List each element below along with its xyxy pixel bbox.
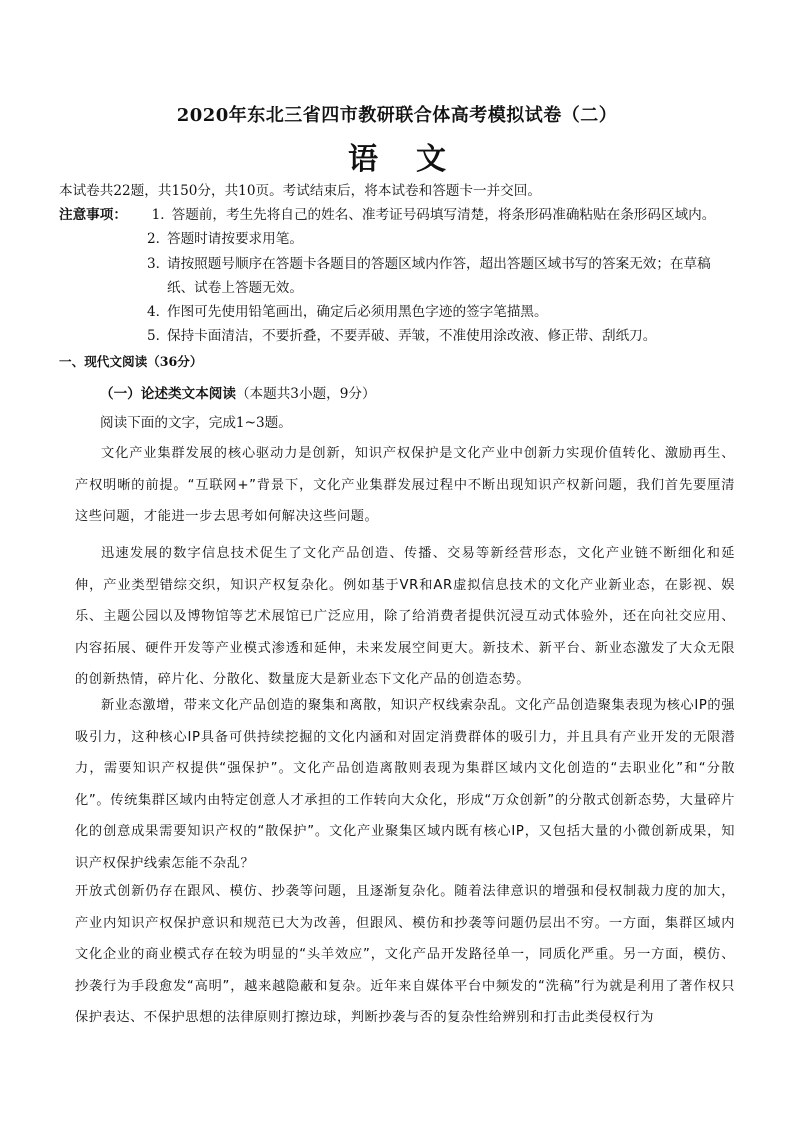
exam-intro: 本试卷共22题，共150分，共10页。考试结束后，将本试卷和答题卡一并交回。 xyxy=(59,183,541,199)
section-heading: 一、现代文阅读（36分） xyxy=(59,354,203,369)
note-number: 2． xyxy=(147,231,170,247)
note-text: 答题前，考生先将自己的姓名、准考证号码填写清楚，将条形码准确粘贴在条形码区域内。 xyxy=(171,207,716,223)
sub-section-heading xyxy=(100,383,376,405)
notes-row-3 xyxy=(147,253,711,275)
notes-label: 注意事项： xyxy=(59,207,127,223)
notes-row-3-cont: 纸、试卷上答题无效。 xyxy=(167,280,303,296)
note-text: 保持卡面清洁，不要折叠，不要弄破、弄皱，不准使用涂改液、修正带、刮纸刀。 xyxy=(167,328,657,344)
notes-row-4 xyxy=(147,301,548,323)
note-text: 请按照题号顺序在答题卡各题目的答题区域内作答，超出答题区域书写的答案无效；在草稿 xyxy=(167,256,711,272)
article-paragraph-3: 新业态激增，带来文化产品创造的聚集和离散，知识产权线索杂乱。文化产品创造聚集表现为核心IP的强吸引力，这种核心IP具备可供持续挖掘的文化内涵和对固定消费群体的吸引力，并且具有产业开发的无限潜力，需要知识产权提供“强保护”。文化产品创造离散则表现为集群区域内文化创造的“去职业化”和“分散化”。传统集群区域内由特定创意人才承担的工作转向大众化，形成“万众创新”的分散式创新态势，大量碎片化的创意成果需要知识产权的“散保护”。文化产业聚集区域内既有核心IP，又包括大量的小微创新成果，知识产权保护线索怎能不杂乱？ xyxy=(75,698,735,871)
note-number: 4． xyxy=(147,304,170,320)
article-paragraph-4: 开放式创新仍存在跟风、模仿、抄袭等问题，且逐渐复杂化。随着法律意识的增强和侵权制裁力度的加大，产业内知识产权保护意识和规范已大为改善，但跟风、模仿和抄袭等问题仍层出不穷。一方面，集群区域内文化企业的商业模式存在较为明显的“头羊效应”，文化产品开发路径单一，同质化严重。另一方面，模仿、抄袭行为手段愈发“高明”，越来越隐蔽和复杂。近年来自媒体平台中频发的“洗稿”行为就是利用了著作权只保护表达、不保护思想的法律原则打擦边球，判断抄袭与否的复杂性给辨别和打击此类侵权行为 xyxy=(75,884,735,1025)
article-paragraph-2: 迅速发展的数字信息技术促生了文化产品创造、传播、交易等新经营形态，文化产业链不断细化和延伸，产业类型错综交织，知识产权复杂化。例如基于VR和AR虚拟信息技术的文化产业新业态，在影视、娱乐、主题公园以及博物馆等艺术展馆已广泛应用，除了给消费者提供沉浸互动式体验外，还在向社交应用、内容拓展、硬件开发等产业模式渗透和延伸，未来发展空间更大。新技术、新平台、新业态激发了大众无限的创新热情，碎片化、分散化、数量庞大是新业态下文化产品的创造态势。 xyxy=(75,546,735,687)
note-text: 作图可先使用铅笔画出，确定后必须用黑色字迹的签字笔描黑。 xyxy=(167,304,548,320)
notes-row-5 xyxy=(147,325,656,347)
note-number: 1． xyxy=(151,207,174,223)
note-text: 答题时请按要求用笔。 xyxy=(167,231,303,247)
subject-title: 语文 xyxy=(348,142,484,177)
note-number: 3． xyxy=(147,256,170,272)
article-paragraph-1: 文化产业集群发展的核心驱动力是创新，知识产权保护是文化产业中创新力实现价值转化、激励再生、产权明晰的前提。“互联网+”背景下，文化产业集群发展过程中不断出现知识产权新问题，我们首先要厘清这些问题，才能进一步去思考如何解决这些问题。 xyxy=(75,446,735,524)
notes-row-2 xyxy=(147,228,303,250)
reading-instruction: 阅读下面的文字，完成1~3题。 xyxy=(100,415,292,431)
note-number: 5． xyxy=(147,328,170,344)
notes-row-1 xyxy=(59,204,715,226)
sub-section-title: （一）论述类文本阅读 xyxy=(100,386,236,402)
exam-title: 2020年东北三省四市教研联合体高考模拟试卷（二） xyxy=(176,105,618,126)
sub-section-note: （本题共3小题，9分） xyxy=(235,386,376,402)
